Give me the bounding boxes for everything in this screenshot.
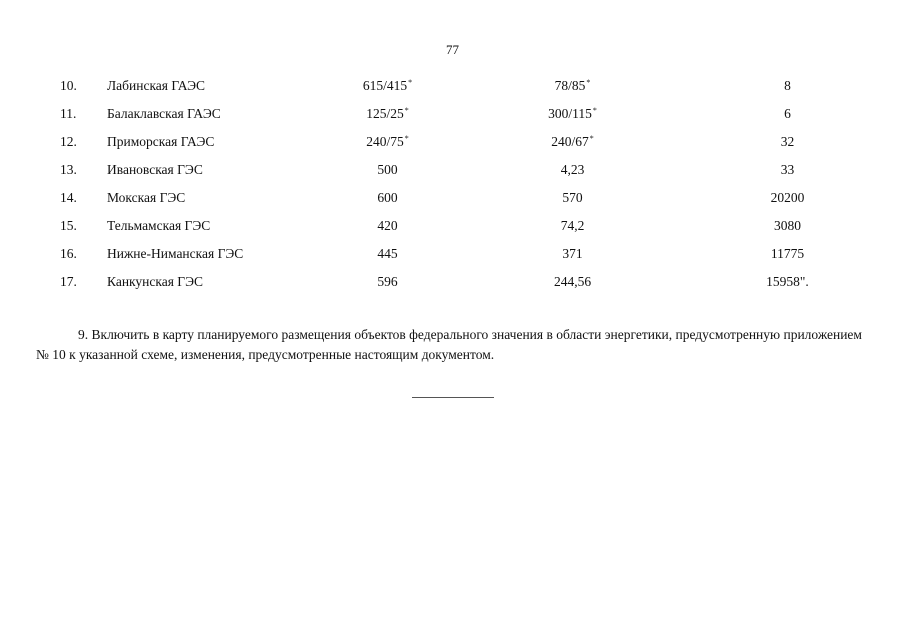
row-number [0,184,107,212]
value-b-text: 4,23 [560,162,585,177]
value-b [475,128,670,156]
row-number-text: 15. [60,218,77,233]
plant-name [107,184,300,212]
plant-name-text: Приморская ГАЭС [107,134,215,149]
value-c [670,184,905,212]
value-a [300,240,475,268]
value-a [300,72,475,100]
value-c-text: 6 [784,106,791,121]
value-b-text: 74,2 [560,218,585,233]
plant-name-text: Лабинская ГАЭС [107,78,206,93]
value-c-text: 8 [784,78,791,93]
value-c [670,156,905,184]
plant-name-text: Тельмамская ГЭС [107,218,211,233]
value-b [475,240,670,268]
value-b-text: 570 [562,190,583,205]
row-number-text: 17. [60,274,77,289]
row-number-text: 10. [60,78,77,93]
table-row [0,240,905,268]
plant-name [107,212,300,240]
value-a [300,128,475,156]
value-a-text: 615/415 [362,78,408,93]
row-number [0,72,107,100]
value-a-text: 500 [377,162,398,177]
value-a-text: 420 [377,218,398,233]
value-c-text: 3080 [774,218,801,233]
row-number-text: 14. [60,190,77,205]
row-number-text: 13. [60,162,77,177]
row-number [0,156,107,184]
value-b [475,212,670,240]
plant-name-text: Балаклавская ГАЭС [107,106,221,121]
value-a [300,184,475,212]
table-row [0,268,905,296]
row-number [0,268,107,296]
value-a [300,100,475,128]
row-number [0,240,107,268]
value-b [475,184,670,212]
value-a-text: 596 [377,274,398,289]
plant-name-text: Канкунская ГЭС [107,274,204,289]
value-c [670,268,905,296]
value-b-text: 78/85 [554,78,586,93]
value-c-text: 11775 [770,246,805,261]
plant-name [107,240,300,268]
value-b [475,100,670,128]
end-divider [412,397,494,398]
plant-name [107,72,300,100]
table-row [0,72,905,100]
footnote-mark: * [586,78,591,87]
value-a-text: 240/75 [366,134,404,149]
footnote-mark: * [404,134,409,143]
row-number [0,212,107,240]
value-a [300,156,475,184]
table-row [0,156,905,184]
page-number: 77 [446,42,459,57]
value-c-text: 20200 [770,190,805,205]
value-a-text: 445 [377,246,398,261]
table-row [0,184,905,212]
value-a [300,268,475,296]
value-b-text: 244,56 [553,274,592,289]
value-c [670,128,905,156]
plant-name-text: Мокская ГЭС [107,190,186,205]
value-b [475,268,670,296]
value-c-text: 32 [780,134,795,149]
value-c [670,100,905,128]
value-b-text: 300/115 [548,106,592,121]
table-body [0,72,905,296]
value-a-text: 600 [377,190,398,205]
value-c [670,240,905,268]
value-c-text: 15958". [766,274,809,289]
plant-name-text: Ивановская ГЭС [107,162,203,177]
table-row [0,212,905,240]
plant-name [107,268,300,296]
instruction-paragraph: 9. Включить в карту планируемого размещения объектов федерального значения в области энергетики, предусмотренную приложением № 10 к указанной схеме, изменения, предусмотренные настоящим документом. [36,326,862,362]
footnote-mark: * [592,106,597,115]
row-number-text: 16. [60,246,77,261]
row-number-text: 11. [60,106,77,121]
power-plants-table [0,72,905,296]
plant-name [107,156,300,184]
value-c [670,72,905,100]
plant-name-text: Нижне-Ниманская ГЭС [107,246,244,261]
value-b [475,156,670,184]
value-b-text: 240/67 [551,134,589,149]
plant-name [107,100,300,128]
table-row [0,100,905,128]
row-number-text: 12. [60,134,77,149]
value-a-text: 125/25 [366,106,404,121]
value-b [475,72,670,100]
row-number [0,128,107,156]
footnote-mark: * [404,106,409,115]
value-a [300,212,475,240]
footnote-mark: * [589,134,594,143]
value-c [670,212,905,240]
footnote-mark: * [408,78,413,87]
plant-name [107,128,300,156]
row-number [0,100,107,128]
value-c-text: 33 [780,162,795,177]
value-b-text: 371 [562,246,583,261]
table-row [0,128,905,156]
